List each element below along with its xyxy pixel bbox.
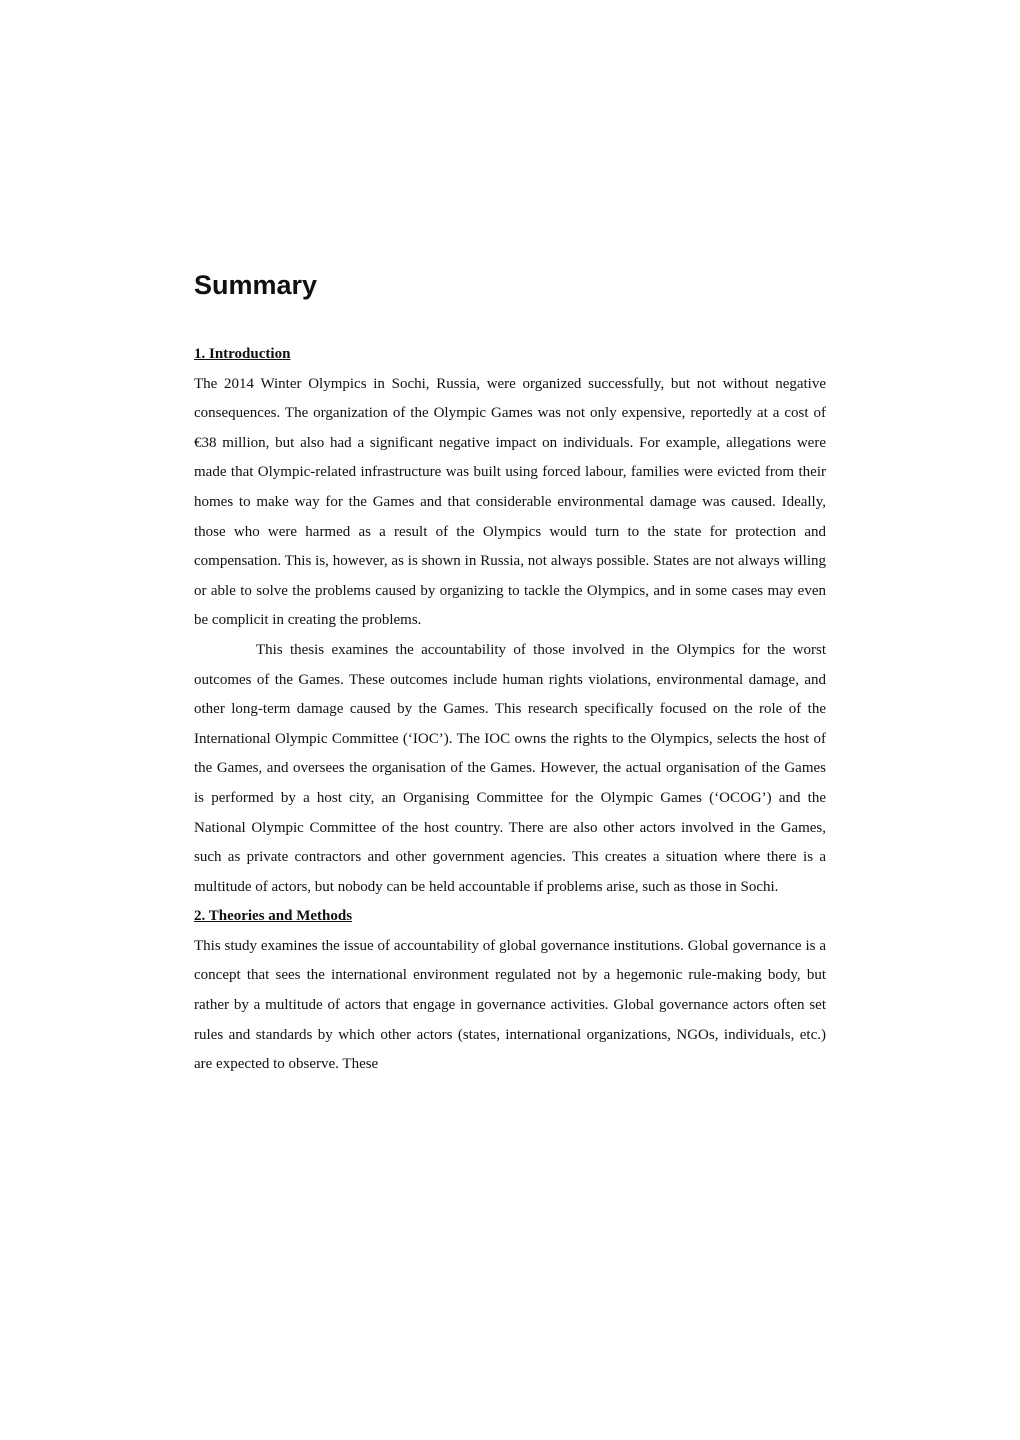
paragraph: This study examines the issue of accountability of global governance institutions. Global governance is a concept that sees the international environment regulated not by a hegemonic rule-making body, but rather by a multitude of actors that engage in governance activities. Global governance actors often set rules and standards by which other actors (states, international organizations, NGOs, individuals, etc.) are expected to observe. These xyxy=(194,937,826,1073)
document-page xyxy=(194,266,826,1080)
page-title: Summary xyxy=(194,270,318,300)
paragraph: This thesis examines the accountability of those involved in the Olympics for the worst outcomes of the Games. These outcomes include human rights violations, environmental damage, and other long-term damage caused by the Games. This research specifically focused on the role of the International Olympic Committee (‘IOC’). The IOC owns the rights to the Olympics, selects the host of the Games, and oversees the organisation of the Games. However, the actual organisation of the Games is performed by a host city, an Organising Committee for the Olympic Games (‘OCOG’) and the National Olympic Committee of the host country. There are also other actors involved in the Games, such as private contractors and other government agencies. This creates a situation where there is a multitude of actors, but nobody can be held accountable if problems arise, such as those in Sochi. xyxy=(194,641,826,895)
section-heading: 2. Theories and Methods xyxy=(194,908,353,925)
section-introduction xyxy=(194,340,826,902)
section-theories-and-methods xyxy=(194,902,826,1080)
paragraph: The 2014 Winter Olympics in Sochi, Russia, were organized successfully, but not without negative consequences. The organization of the Olympic Games was not only expensive, reportedly at a cost of €38 million, but also had a significant negative impact on individuals. For example, allegations were made that Olympic-related infrastructure was built using forced labour, families were evicted from their homes to make way for the Games and that considerable environmental damage was caused. Ideally, those who were harmed as a result of the Olympics would turn to the state for protection and compensation. This is, however, as is shown in Russia, not always possible. States are not always willing or able to solve the problems caused by organizing to tackle the Olympics, and in some cases may even be complicit in creating the problems. xyxy=(194,375,826,629)
section-heading: 1. Introduction xyxy=(194,346,291,362)
